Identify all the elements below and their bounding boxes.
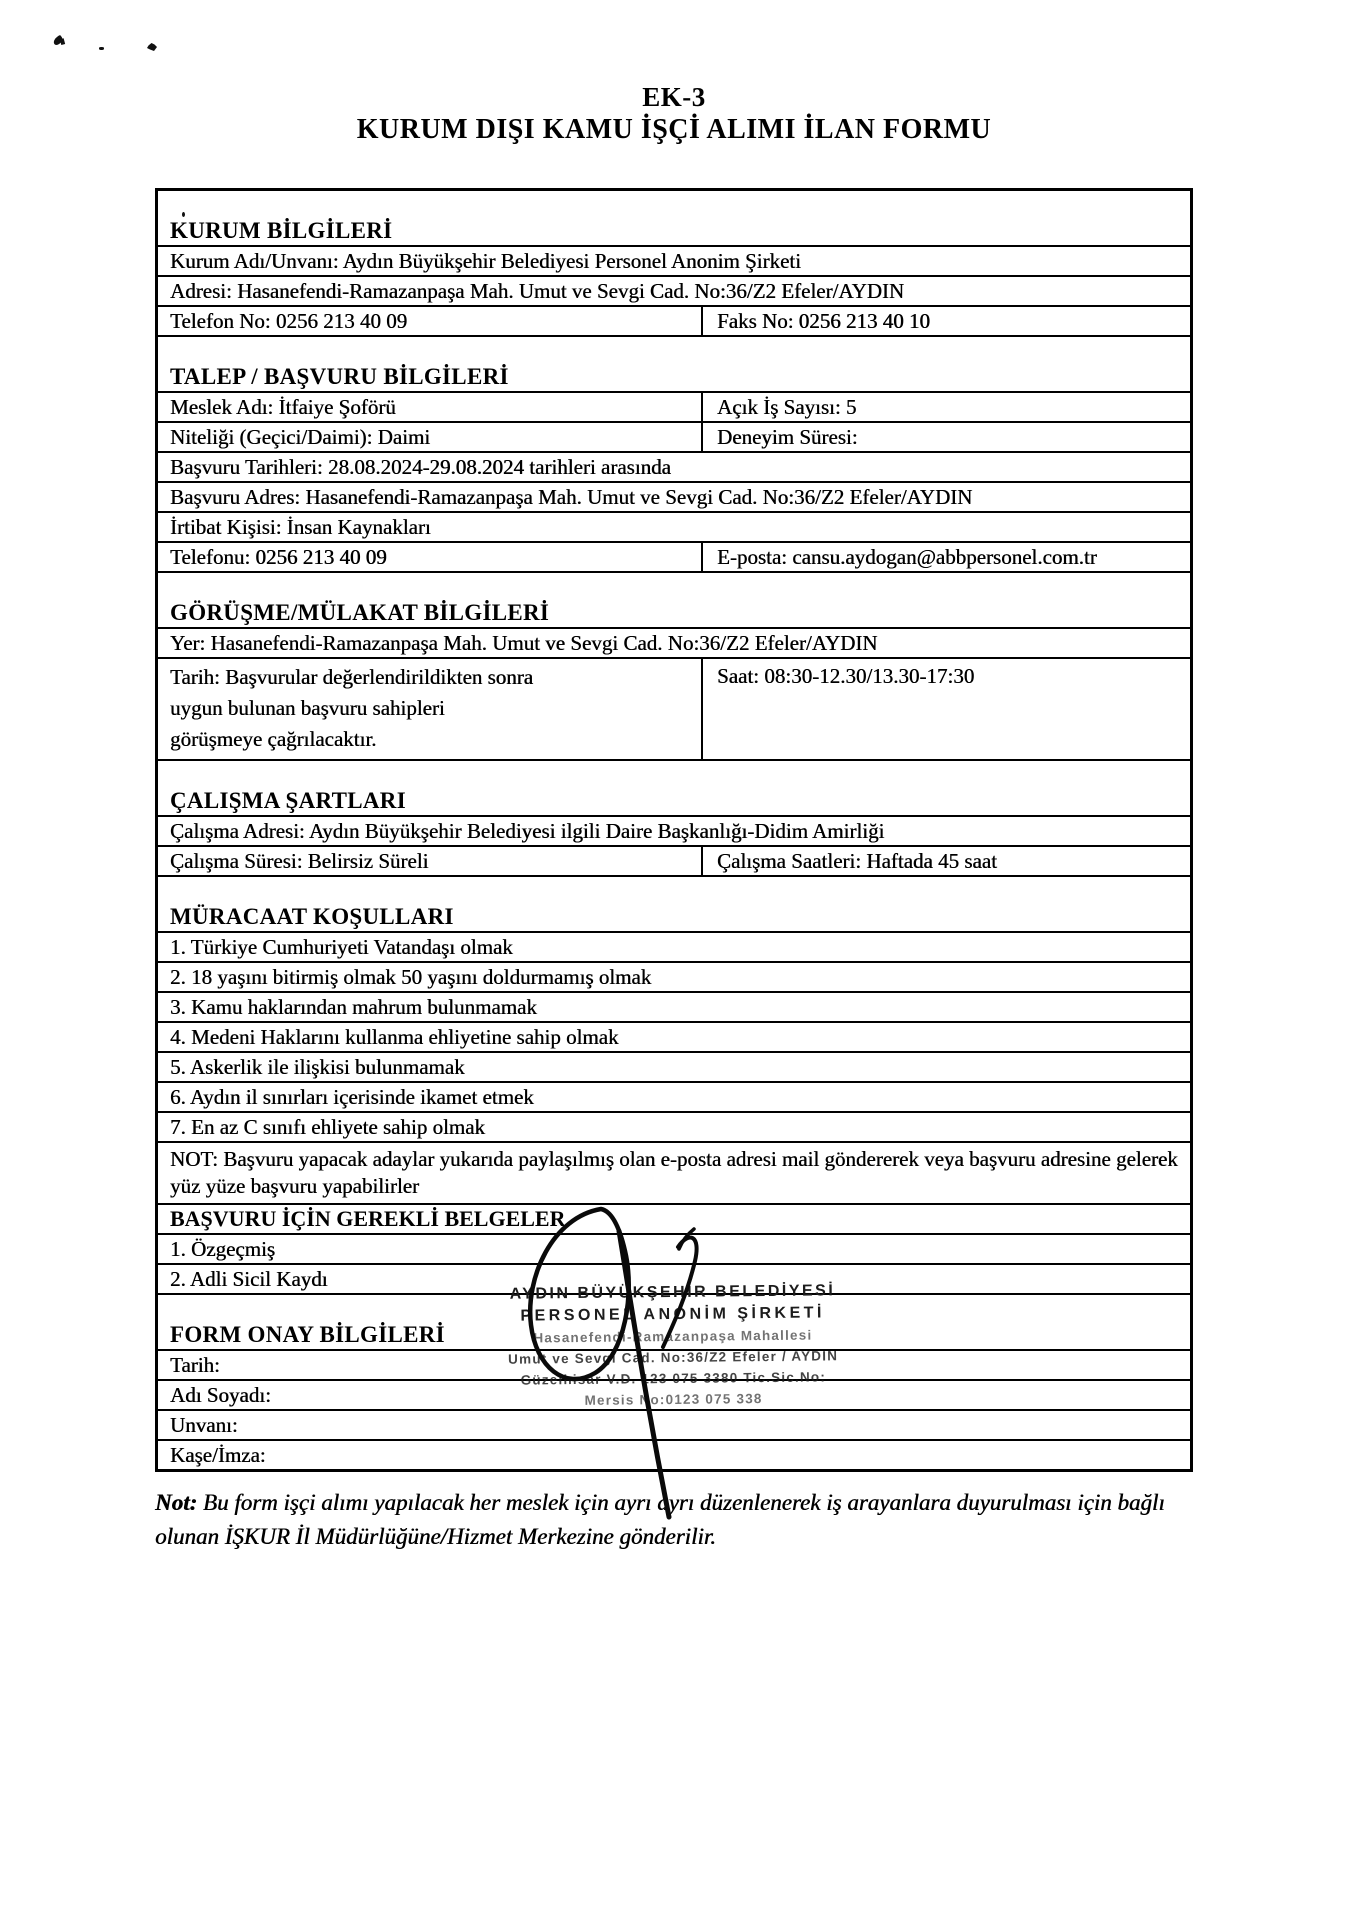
row-kurum-adi: Kurum Adı/Unvanı: Aydın Büyükşehir Belediyesi Personel Anonim Şirketi: [158, 247, 1190, 277]
condition-item: 4. Medeni Haklarını kullanma ehliyetine sahip olmak: [158, 1023, 1190, 1053]
cell-calisma-saatleri: Çalışma Saatleri: Haftada 45 saat: [717, 849, 997, 873]
form-table: [155, 188, 1193, 1472]
stamp-line: PERSONEL ANONİM ŞİRKETİ: [520, 1304, 826, 1325]
row-yer: Yer: Hasanefendi-Ramazanpaşa Mah. Umut ve Sevgi Cad. No:36/Z2 Efeler/AYDIN: [158, 629, 1190, 659]
row-onay-unvan: Unvanı:: [158, 1411, 1190, 1441]
stamp-line: AYDIN BÜYÜKŞEHİR BELEDİYESİ: [509, 1282, 836, 1303]
stamp-line: Umut ve Sevgi Cad. No:36/Z2 Efeler / AYDIN: [508, 1348, 839, 1367]
row-irtibat-kisisi: İrtibat Kişisi: İnsan Kaynakları: [158, 513, 1190, 543]
section-heading-muracaat: MÜRACAAT KOŞULLARI: [158, 877, 1190, 933]
tarih-line-3: görüşmeye çağrılacaktır.: [170, 727, 377, 751]
condition-item: 7. En az C sınıfı ehliyete sahip olmak: [158, 1113, 1190, 1143]
stamp-line: Mersis No:0123 075 338: [584, 1391, 763, 1408]
row-meslek-acikis: [158, 393, 1190, 423]
section-heading-kurum: KURUM BİLGİLERİ: [158, 191, 1190, 247]
cell-telefon: Telefon No: 0256 213 40 09: [158, 307, 703, 335]
row-onay-adsoyad: Adı Soyadı:: [158, 1381, 1190, 1411]
row-not: NOT: Başvuru yapacak adaylar yukarıda paylaşılmış olan e-posta adresi mail göndererek veya başvuru adresine gelerek yüz yüze başvuru yapabilirler: [158, 1143, 1190, 1205]
cell-deneyim: Deneyim Süresi:: [717, 425, 858, 449]
section-heading-calisma: ÇALIŞMA ŞARTLARI: [158, 761, 1190, 817]
cell-acik-is: Açık İş Sayısı: 5: [717, 395, 857, 419]
row-telefonu-eposta: [158, 543, 1190, 573]
section-heading-belgeler: BAŞVURU İÇİN GEREKLİ BELGELER: [158, 1205, 1190, 1235]
row-nitelik-deneyim: [158, 423, 1190, 453]
section-heading-onay: FORM ONAY BİLGİLERİ: [158, 1295, 1190, 1351]
row-sure-saatler: [158, 847, 1190, 877]
row-adres: Adresi: Hasanefendi-Ramazanpaşa Mah. Umut ve Sevgi Cad. No:36/Z2 Efeler/AYDIN: [158, 277, 1190, 307]
condition-item: 5. Askerlik ile ilişkisi bulunmamak: [158, 1053, 1190, 1083]
page-title: KURUM DIŞI KAMU İŞÇİ ALIMI İLAN FORMU: [356, 114, 992, 145]
ink-speck: [52, 35, 64, 46]
footnote: [155, 1486, 1175, 1554]
cell-telefonu: Telefonu: 0256 213 40 09: [158, 543, 703, 571]
document-item: 2. Adli Sicil Kaydı: [158, 1265, 1190, 1295]
row-calisma-adresi: Çalışma Adresi: Aydın Büyükşehir Belediyesi ilgili Daire Başkanlığı-Didim Amirliği: [158, 817, 1190, 847]
document-item: 1. Özgeçmiş: [158, 1235, 1190, 1265]
tarih-line-2: uygun bulunan başvuru sahipleri: [170, 696, 445, 720]
onay-section: [158, 1282, 1190, 1469]
section-heading-gorusme: GÖRÜŞME/MÜLAKAT BİLGİLERİ: [158, 573, 1190, 629]
condition-item: 1. Türkiye Cumhuriyeti Vatandaşı olmak: [158, 933, 1190, 963]
cell-meslek: Meslek Adı: İtfaiye Şoförü: [158, 393, 703, 421]
row-basvuru-adres: Başvuru Adres: Hasanefendi-Ramazanpaşa Mah. Umut ve Sevgi Cad. No:36/Z2 Efeler/AYDIN: [158, 483, 1190, 513]
condition-item: 2. 18 yaşını bitirmiş olmak 50 yaşını doldurmamış olmak: [158, 963, 1190, 993]
condition-item: 3. Kamu haklarından mahrum bulunmamak: [158, 993, 1190, 1023]
cell-faks: Faks No: 0256 213 40 10: [717, 309, 930, 333]
row-basvuru-tarihleri: Başvuru Tarihleri: 28.08.2024-29.08.2024 tarihleri arasında: [158, 453, 1190, 483]
footnote-label: Not:: [155, 1490, 198, 1515]
stamp-line: Güzelhisar V.D. 123 075 3380 Tic.Sic.No:: [520, 1369, 827, 1388]
section-heading-talep: TALEP / BAŞVURU BİLGİLERİ: [158, 337, 1190, 393]
cell-nitelik: Niteliği (Geçici/Daimi): Daimi: [158, 423, 703, 451]
row-tarih-saat: [158, 659, 1190, 761]
cell-eposta: E-posta: cansu.aydogan@abbpersonel.com.tr: [717, 545, 1097, 569]
condition-item: 6. Aydın il sınırları içerisinde ikamet etmek: [158, 1083, 1190, 1113]
form-tag: EK-3: [642, 82, 706, 112]
cell-saat: Saat: 08:30-12.30/13.30-17:30: [717, 664, 975, 688]
row-onay-kaseimza: Kaşe/İmza:: [170, 1443, 266, 1467]
footnote-text: Bu form işçi alımı yapılacak her meslek için ayrı ayrı düzenlenerek iş arayanlara duyurulması için bağlı olunan İŞKUR İl Müdürlüğüne/Hizmet Merkezine gönderilir.: [155, 1490, 1165, 1549]
tarih-line-1: Tarih: Başvurular değerlendirildikten sonra: [170, 665, 533, 689]
row-onay-tarih: Tarih:: [158, 1351, 1190, 1381]
ink-speck: [99, 47, 104, 50]
cell-tarih: [158, 659, 703, 759]
title-block: [155, 0, 1193, 148]
row-telefon-faks: [158, 307, 1190, 337]
cell-calisma-suresi: Çalışma Süresi: Belirsiz Süreli: [158, 847, 703, 875]
stamp-line: Hasanefendi-Ramazanpaşa Mahallesi: [533, 1327, 813, 1346]
